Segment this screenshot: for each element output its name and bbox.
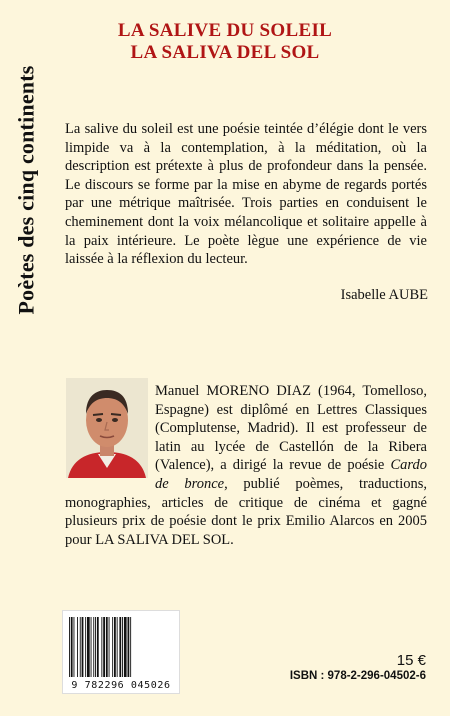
blurb-author: Isabelle AUBE xyxy=(340,287,428,303)
series-label-text: Poètes des cinq continents xyxy=(14,65,39,315)
price: 15 € xyxy=(396,652,426,669)
author-bio xyxy=(65,382,427,549)
barcode-bars xyxy=(67,617,175,677)
isbn-barcode xyxy=(62,610,180,694)
back-cover-blurb: La salive du soleil est une poésie teintée d’élégie dont le vers limpide va à la contemplation, à la méditation, où la description est prétexte à plus de profondeur dans la pensée. Le discours se forme par la mise en abyme de regards portés par une métrique maîtrisée. Trois parties en conduisent le cheminement dont la voix mélancolique et solitaire appelle à la paix intérieure. Le poète lègue une expérience de vie laissée à la réflexion du lecteur. xyxy=(65,121,427,268)
bio-journal-title: Cardo de bronce xyxy=(155,457,427,492)
isbn-number: ISBN : 978-2-296-04502-6 xyxy=(289,670,426,682)
title-block xyxy=(0,20,450,64)
barcode-digits: 9 782296 045026 xyxy=(71,680,171,691)
bio-text-part1: Manuel MORENO DIAZ (1964, Tomelloso, Espagne) est diplômé en Lettres Classiques (Complutense, Madrid). Il est professeur de latin au lycée de Castellón de la Ribera (Valence), a dirigé la revue de poésie xyxy=(155,383,427,474)
title-spanish: LA SALIVA DEL SOL xyxy=(130,42,320,63)
series-label xyxy=(8,45,46,335)
bio-text-part2: , publié poèmes, traductions, monographies, articles de critique de cinéma et gagné plusieurs prix de poésie dont le prix Emilio Alarcos en 2005 pour LA SALIVA DEL SOL. xyxy=(65,475,427,548)
title-french: LA SALIVE DU SOLEIL xyxy=(117,20,333,41)
